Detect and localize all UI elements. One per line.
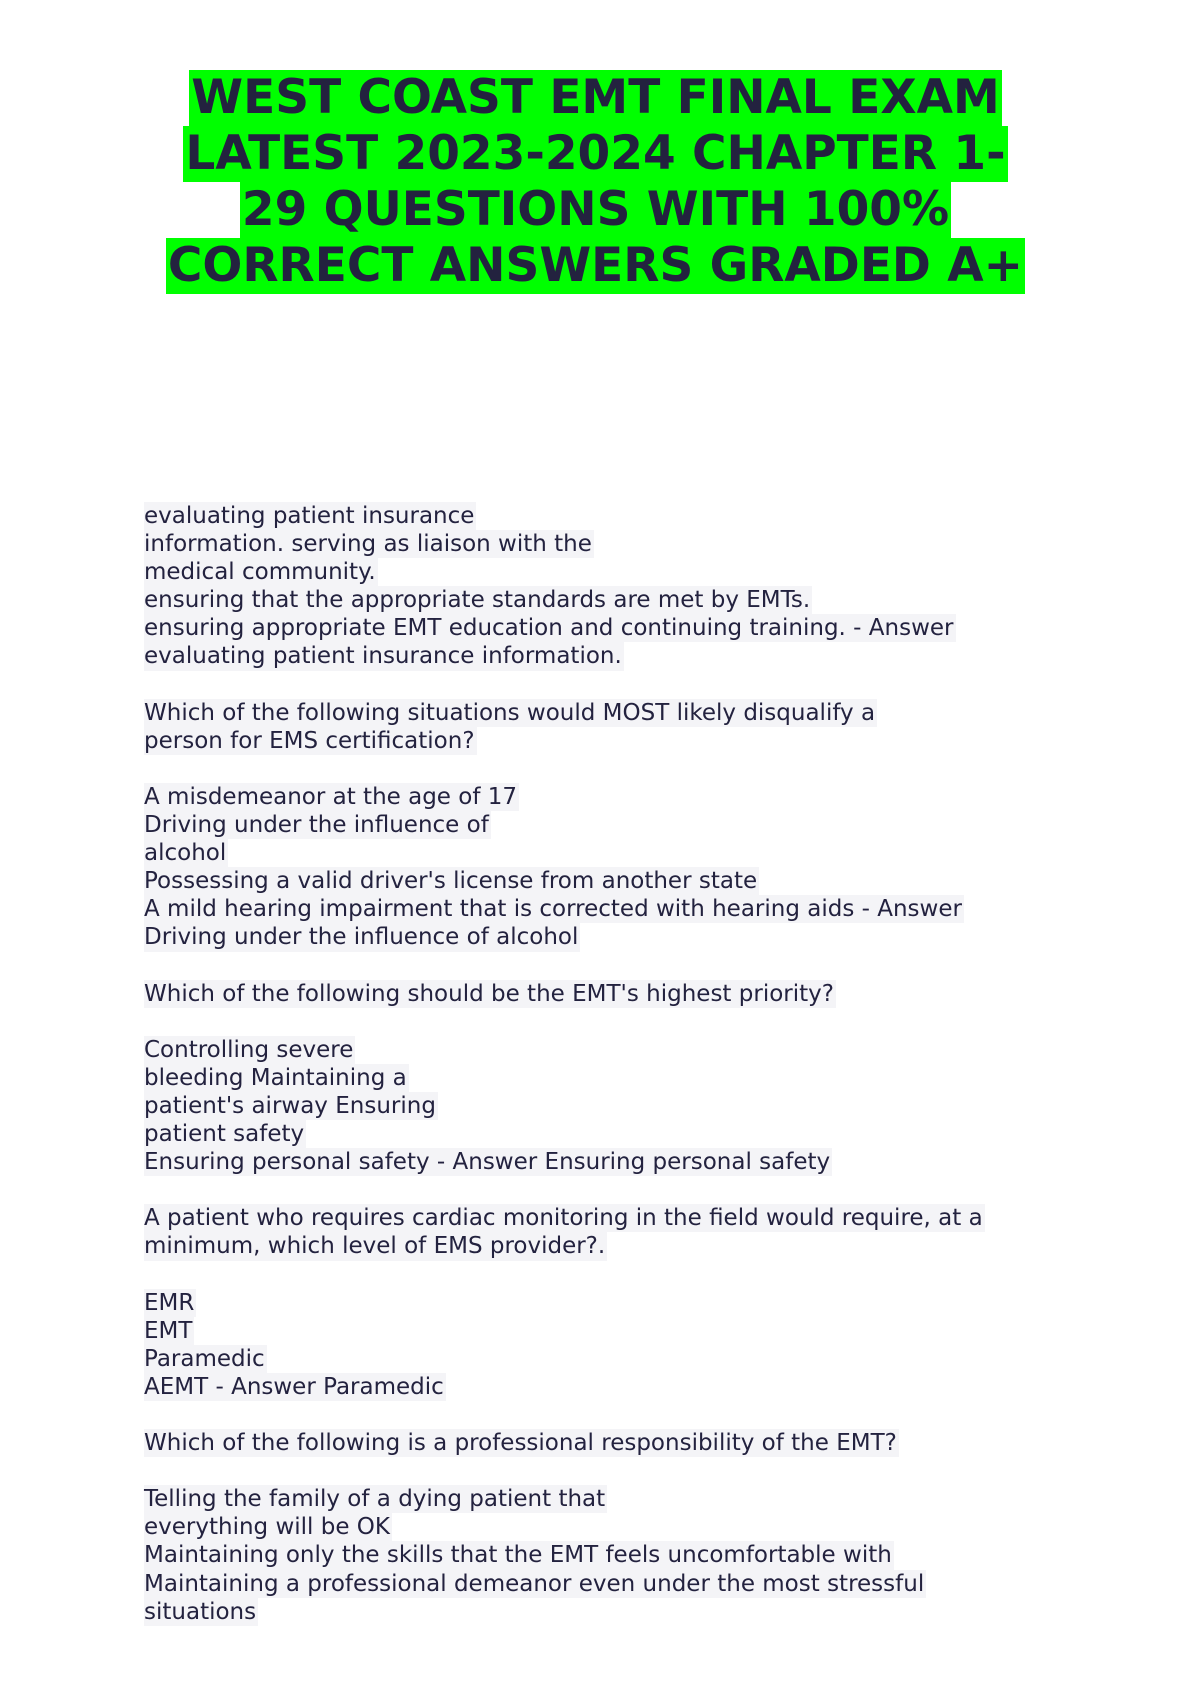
text-line: patient's airway Ensuring	[144, 1092, 436, 1119]
text-line: alcohol	[144, 840, 227, 867]
question-body	[144, 502, 1044, 1626]
text-line: Driving under the influence of alcohol	[144, 924, 579, 951]
text-line: Which of the following situations would MOST likely disqualify a	[144, 699, 876, 726]
text-line: AEMT - Answer Paramedic	[144, 1373, 444, 1400]
text-line: information. serving as liaison with the	[144, 531, 592, 558]
text-line: EMT	[144, 1317, 193, 1344]
text-line: Controlling severe	[144, 1036, 354, 1063]
blank-line	[144, 1401, 1044, 1429]
title-line: CORRECT ANSWERS GRADED A+	[167, 238, 1024, 293]
text-line: Maintaining a professional demeanor even under the most stressful	[144, 1570, 925, 1597]
blank-line	[144, 952, 1044, 980]
text-line: patient safety	[144, 1121, 305, 1148]
text-line: medical community.	[144, 559, 376, 586]
text-line: A patient who requires cardiac monitoring in the field would require, at a	[144, 1205, 983, 1232]
text-line: evaluating patient insurance information.	[144, 643, 622, 670]
text-line: bleeding Maintaining a	[144, 1064, 407, 1091]
text-line: situations	[144, 1598, 257, 1625]
text-line: Driving under the influence of	[144, 812, 489, 839]
blank-line	[144, 1457, 1044, 1485]
blank-line	[144, 1176, 1044, 1204]
title-line: 29 QUESTIONS WITH 100%	[241, 182, 950, 237]
blank-line	[144, 671, 1044, 699]
text-line: everything will be OK	[144, 1514, 390, 1541]
text-line: Paramedic	[144, 1345, 265, 1372]
text-line: Possessing a valid driver's license from another state	[144, 868, 758, 895]
blank-line	[144, 755, 1044, 783]
text-line: Telling the family of a dying patient that	[144, 1486, 606, 1513]
text-line: A misdemeanor at the age of 17	[144, 783, 518, 810]
text-line: person for EMS certification?	[144, 727, 475, 754]
text-line: Which of the following should be the EMT's highest priority?	[144, 980, 834, 1007]
text-line: ensuring appropriate EMT education and continuing training. - Answer	[144, 615, 954, 642]
blank-line	[144, 1261, 1044, 1289]
title-line: WEST COAST EMT FINAL EXAM	[191, 70, 1000, 125]
title-line: LATEST 2023-2024 CHAPTER 1-	[185, 126, 1006, 181]
document-title	[0, 70, 1191, 294]
blank-line	[144, 1008, 1044, 1036]
text-line: Which of the following is a professional responsibility of the EMT?	[144, 1430, 897, 1457]
text-line: minimum, which level of EMS provider?.	[144, 1233, 606, 1260]
text-line: A mild hearing impairment that is corrected with hearing aids - Answer	[144, 896, 962, 923]
text-line: evaluating patient insurance	[144, 503, 475, 529]
text-line: ensuring that the appropriate standards are met by EMTs.	[144, 587, 811, 614]
text-line: EMR	[144, 1289, 195, 1316]
text-line: Ensuring personal safety - Answer Ensuring personal safety	[144, 1149, 831, 1176]
text-line: Maintaining only the skills that the EMT feels uncomfortable with	[144, 1542, 892, 1569]
